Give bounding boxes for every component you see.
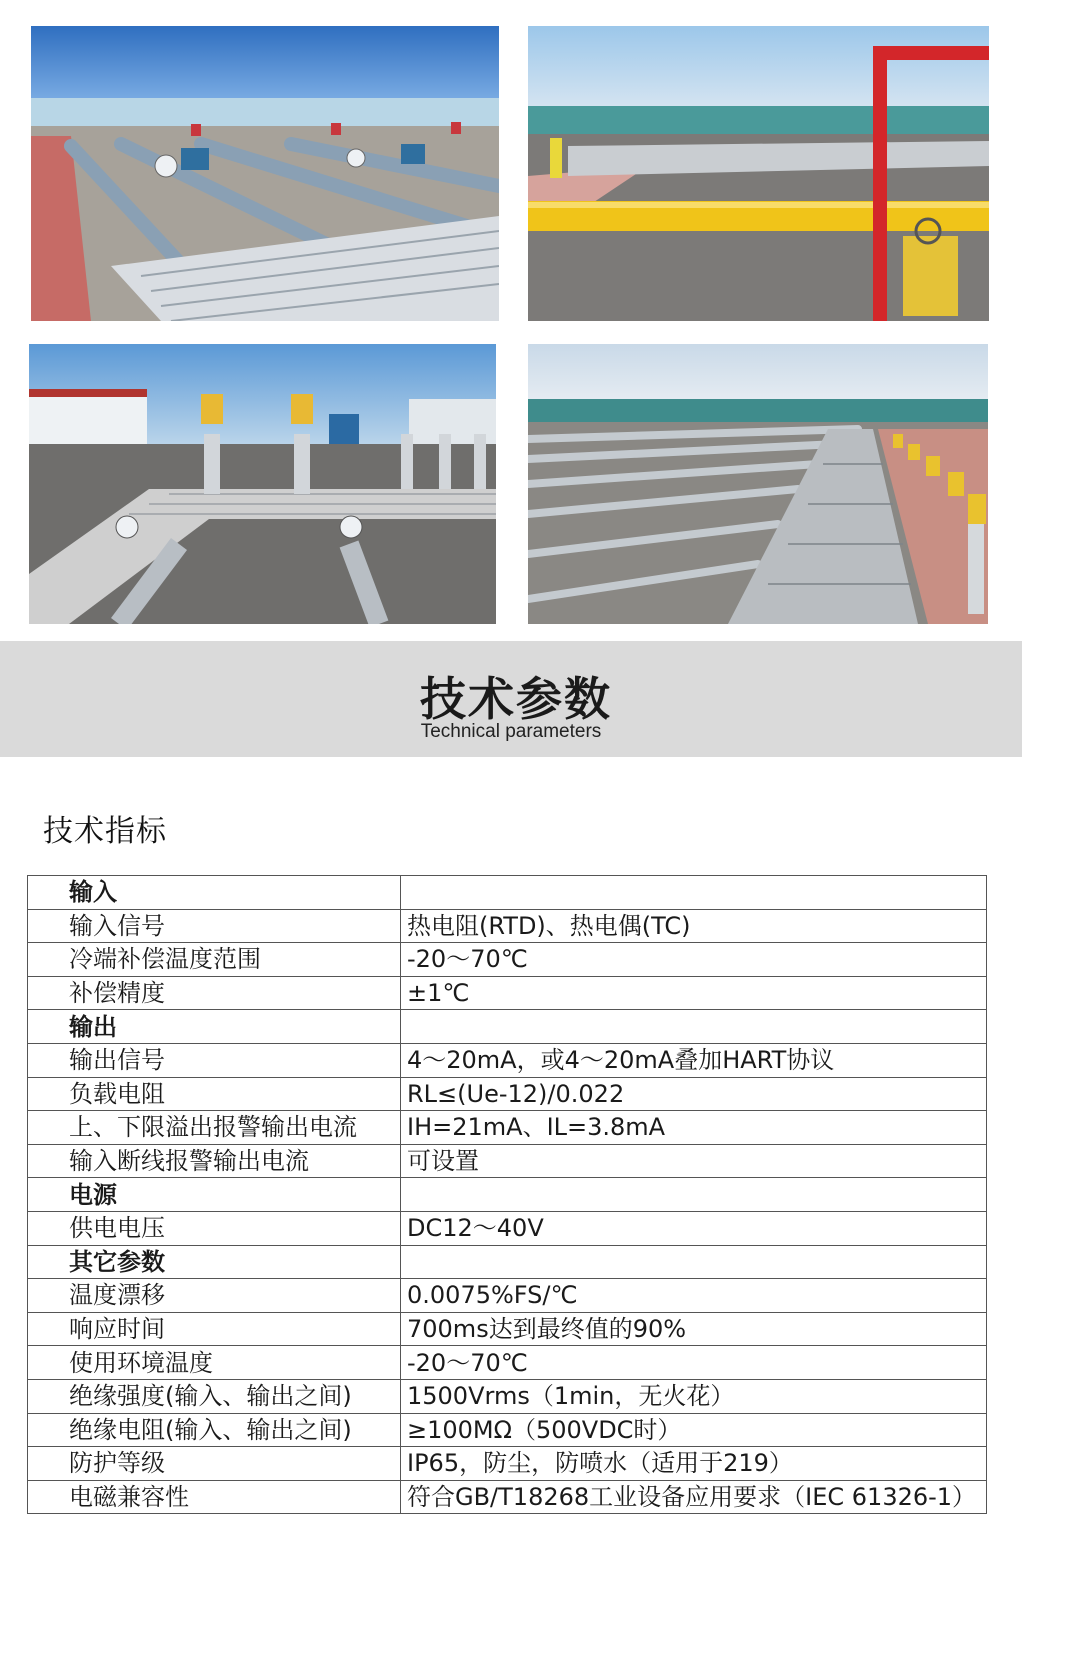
table-row [28,909,987,943]
param-name: 使用环境温度 [28,1346,401,1380]
param-value: 700ms达到最终值的90% [401,1312,987,1346]
param-value: RL≤(Ue-12)/0.022 [401,1077,987,1111]
table-section-row [28,1010,987,1044]
param-name: 输入断线报警输出电流 [28,1144,401,1178]
table-row [28,976,987,1010]
param-value: DC12～40V [401,1211,987,1245]
table-row [28,1413,987,1447]
param-value: 1500Vrms（1min，无火花） [401,1379,987,1413]
param-value: 热电阻(RTD)、热电偶(TC) [401,909,987,943]
param-name: 响应时间 [28,1312,401,1346]
param-value: -20～70℃ [401,943,987,977]
table-section-row [28,876,987,910]
table-section-row [28,1245,987,1279]
valve-station-photo [29,344,496,624]
banner-title-cn: 技术参数 [420,672,612,726]
table-row [28,1111,987,1145]
param-name: 电磁兼容性 [28,1480,401,1514]
table-section-row [28,1178,987,1212]
param-value [401,876,987,910]
param-value: -20～70℃ [401,1346,987,1380]
param-value: 可设置 [401,1144,987,1178]
pipeline-gauges-photo [31,26,499,321]
param-name: 上、下限溢出报警输出电流 [28,1111,401,1145]
table-row [28,1447,987,1481]
table-row [28,1312,987,1346]
table-row [28,943,987,977]
table-row [28,1279,987,1313]
table-row [28,1144,987,1178]
param-name: 绝缘强度(输入、输出之间) [28,1379,401,1413]
param-value [401,1010,987,1044]
param-value: IH=21mA、IL=3.8mA [401,1111,987,1145]
param-name: 输出信号 [28,1043,401,1077]
technical-parameters-banner [0,641,1022,757]
pipe-array-walkway-photo [528,344,988,624]
param-name: 电源 [28,1178,401,1212]
spec-table [27,875,987,1514]
table-row [28,1077,987,1111]
param-name: 冷端补偿温度范围 [28,943,401,977]
table-row [28,1379,987,1413]
table-row [28,1480,987,1514]
param-value: 符合GB/T18268工业设备应用要求（IEC 61326-1） [401,1480,987,1514]
param-name: 负载电阻 [28,1077,401,1111]
param-value [401,1178,987,1212]
param-value: 0.0075%FS/℃ [401,1279,987,1313]
param-value: 4～20mA，或4～20mA叠加HART协议 [401,1043,987,1077]
param-name: 输出 [28,1010,401,1044]
yellow-pipe-valve-photo [528,26,989,321]
param-value: ≥100MΩ（500VDC时） [401,1413,987,1447]
section-title: 技术指标 [43,814,167,849]
table-row [28,1211,987,1245]
banner-title-en: Technical parameters [420,721,602,742]
param-name: 温度漂移 [28,1279,401,1313]
table-row [28,1346,987,1380]
table-row [28,1043,987,1077]
param-value: IP65，防尘，防喷水（适用于219） [401,1447,987,1481]
param-name: 供电电压 [28,1211,401,1245]
param-name: 输入信号 [28,909,401,943]
param-name: 补偿精度 [28,976,401,1010]
param-value [401,1245,987,1279]
param-name: 输入 [28,876,401,910]
param-name: 防护等级 [28,1447,401,1481]
param-value: ±1℃ [401,976,987,1010]
param-name: 其它参数 [28,1245,401,1279]
param-name: 绝缘电阻(输入、输出之间) [28,1413,401,1447]
